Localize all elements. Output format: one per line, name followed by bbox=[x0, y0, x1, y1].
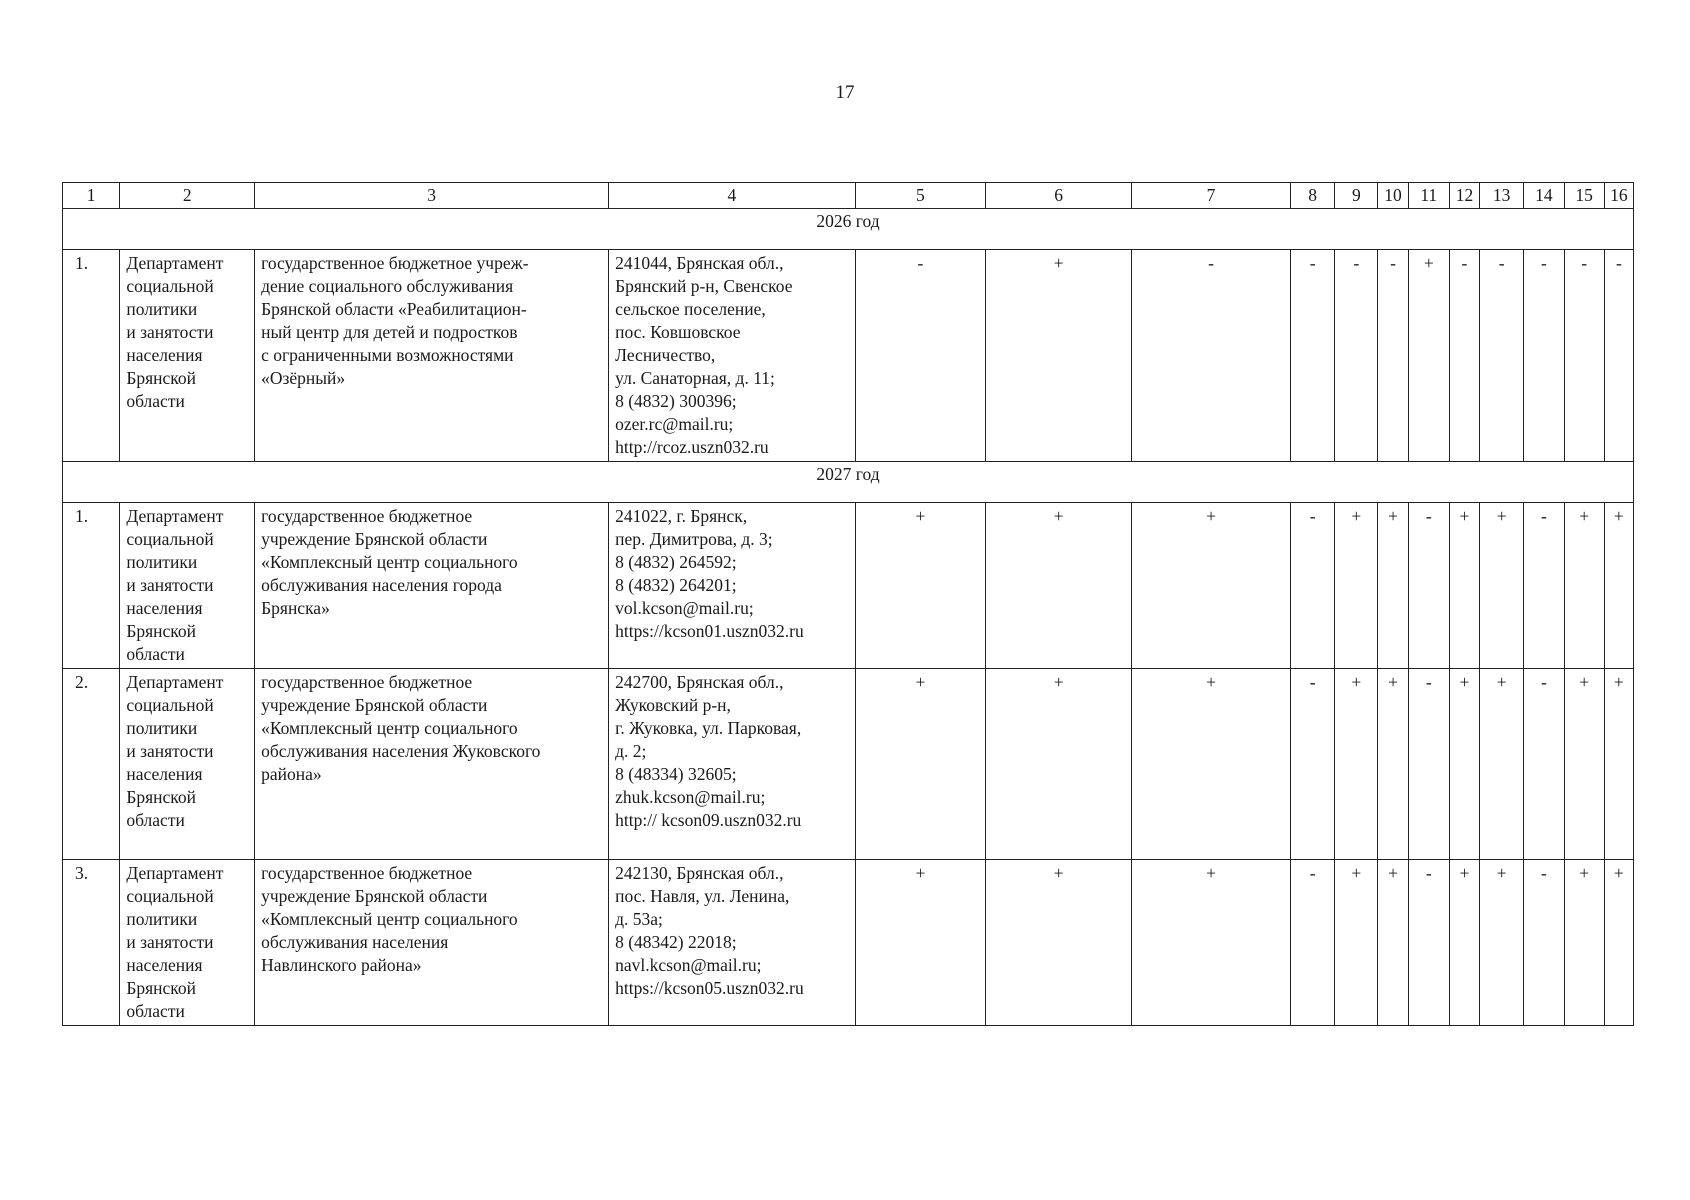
mark-cell: + bbox=[1132, 669, 1291, 860]
mark-cell: + bbox=[1132, 503, 1291, 669]
institution-cell: государственное бюджетное учреждение Брянской области «Комплексный центр социального обслуживания населения города Брянска» bbox=[255, 503, 609, 669]
table-row bbox=[63, 669, 1634, 860]
mark-cell: + bbox=[1335, 503, 1378, 669]
mark-cell: + bbox=[986, 503, 1132, 669]
mark-cell: + bbox=[1604, 860, 1633, 1026]
mark-cell: - bbox=[1604, 250, 1633, 462]
table-row bbox=[63, 503, 1634, 669]
column-header: 6 bbox=[986, 183, 1132, 209]
mark-cell: + bbox=[855, 860, 986, 1026]
mark-cell: + bbox=[855, 669, 986, 860]
address-cell: 241044, Брянская обл., Брянский р-н, Свенское сельское поселение, пос. Ковшовское Лесничество, ул. Санаторная, д. 11; 8 (4832) 300396; ozer.rc@mail.ru; http://rcoz.uszn032.ru bbox=[609, 250, 855, 462]
mark-cell: - bbox=[1524, 860, 1564, 1026]
column-header: 4 bbox=[609, 183, 855, 209]
column-number-row bbox=[63, 183, 1634, 209]
mark-cell: + bbox=[1564, 669, 1604, 860]
year-heading: 2026 год bbox=[63, 209, 1634, 250]
address-cell: 241022, г. Брянск, пер. Димитрова, д. 3; 8 (4832) 264592; 8 (4832) 264201; vol.kcson@mail.ru; https://kcson01.uszn032.ru bbox=[609, 503, 855, 669]
mark-cell: - bbox=[1132, 250, 1291, 462]
mark-cell: + bbox=[1335, 669, 1378, 860]
column-header: 13 bbox=[1480, 183, 1524, 209]
row-number: 1. bbox=[63, 503, 120, 669]
department-cell: Департамент социальной политики и занятости населения Брянской области bbox=[120, 503, 255, 669]
mark-cell: + bbox=[1378, 860, 1408, 1026]
mark-cell: + bbox=[1132, 860, 1291, 1026]
institution-cell: государственное бюджетное учреждение Брянской области «Комплексный центр социального обслуживания населения Навлинского района» bbox=[255, 860, 609, 1026]
institution-cell: государственное бюджетное учреждение Брянской области «Комплексный центр социального обслуживания населения Жуковского района» bbox=[255, 669, 609, 860]
mark-cell: + bbox=[1480, 503, 1524, 669]
mark-cell: + bbox=[986, 669, 1132, 860]
institutions-table bbox=[62, 182, 1634, 1026]
mark-cell: - bbox=[1290, 860, 1334, 1026]
mark-cell: - bbox=[855, 250, 986, 462]
column-header: 12 bbox=[1449, 183, 1479, 209]
mark-cell: - bbox=[1480, 250, 1524, 462]
mark-cell: + bbox=[986, 860, 1132, 1026]
department-cell: Департамент социальной политики и занятости населения Брянской области bbox=[120, 669, 255, 860]
column-header: 5 bbox=[855, 183, 986, 209]
institution-cell: государственное бюджетное учреж- дение социального обслуживания Брянской области «Реабилитацион- ный центр для детей и подростков с ограниченными возможностями «Озёрный» bbox=[255, 250, 609, 462]
address-cell: 242700, Брянская обл., Жуковский р-н, г. Жуковка, ул. Парковая, д. 2; 8 (48334) 32605; zhuk.kcson@mail.ru; http:// kcson09.uszn032.ru bbox=[609, 669, 855, 860]
mark-cell: - bbox=[1290, 250, 1334, 462]
mark-cell: - bbox=[1449, 250, 1479, 462]
column-header: 1 bbox=[63, 183, 120, 209]
mark-cell: + bbox=[1604, 503, 1633, 669]
column-header: 8 bbox=[1290, 183, 1334, 209]
row-number: 2. bbox=[63, 669, 120, 860]
column-header: 2 bbox=[120, 183, 255, 209]
mark-cell: - bbox=[1335, 250, 1378, 462]
table-row bbox=[63, 860, 1634, 1026]
column-header: 10 bbox=[1378, 183, 1408, 209]
mark-cell: + bbox=[1604, 669, 1633, 860]
mark-cell: + bbox=[1564, 503, 1604, 669]
mark-cell: + bbox=[1480, 669, 1524, 860]
mark-cell: + bbox=[1564, 860, 1604, 1026]
mark-cell: - bbox=[1408, 503, 1449, 669]
mark-cell: + bbox=[855, 503, 986, 669]
year-heading: 2027 год bbox=[63, 462, 1634, 503]
mark-cell: - bbox=[1408, 860, 1449, 1026]
mark-cell: + bbox=[1378, 669, 1408, 860]
mark-cell: + bbox=[1480, 860, 1524, 1026]
mark-cell: - bbox=[1408, 669, 1449, 860]
row-number: 3. bbox=[63, 860, 120, 1026]
table-row bbox=[63, 250, 1634, 462]
mark-cell: + bbox=[1449, 860, 1479, 1026]
page-number: 17 bbox=[835, 82, 855, 103]
mark-cell: - bbox=[1524, 669, 1564, 860]
column-header: 9 bbox=[1335, 183, 1378, 209]
department-cell: Департамент социальной политики и занятости населения Брянской области bbox=[120, 250, 255, 462]
address-cell: 242130, Брянская обл., пос. Навля, ул. Ленина, д. 53а; 8 (48342) 22018; navl.kcson@mail.ru; https://kcson05.uszn032.ru bbox=[609, 860, 855, 1026]
column-header: 7 bbox=[1132, 183, 1291, 209]
department-cell: Департамент социальной политики и занятости населения Брянской области bbox=[120, 860, 255, 1026]
column-header: 16 bbox=[1604, 183, 1633, 209]
year-section-row bbox=[63, 209, 1634, 250]
mark-cell: - bbox=[1290, 669, 1334, 860]
mark-cell: + bbox=[1335, 860, 1378, 1026]
mark-cell: - bbox=[1524, 503, 1564, 669]
mark-cell: - bbox=[1290, 503, 1334, 669]
year-section-row bbox=[63, 462, 1634, 503]
mark-cell: + bbox=[1378, 503, 1408, 669]
mark-cell: + bbox=[1449, 503, 1479, 669]
mark-cell: - bbox=[1524, 250, 1564, 462]
column-header: 11 bbox=[1408, 183, 1449, 209]
mark-cell: + bbox=[1449, 669, 1479, 860]
mark-cell: + bbox=[1408, 250, 1449, 462]
mark-cell: - bbox=[1564, 250, 1604, 462]
row-number: 1. bbox=[63, 250, 120, 462]
column-header: 15 bbox=[1564, 183, 1604, 209]
column-header: 14 bbox=[1524, 183, 1564, 209]
mark-cell: + bbox=[986, 250, 1132, 462]
mark-cell: - bbox=[1378, 250, 1408, 462]
table-body bbox=[63, 183, 1634, 1026]
column-header: 3 bbox=[255, 183, 609, 209]
